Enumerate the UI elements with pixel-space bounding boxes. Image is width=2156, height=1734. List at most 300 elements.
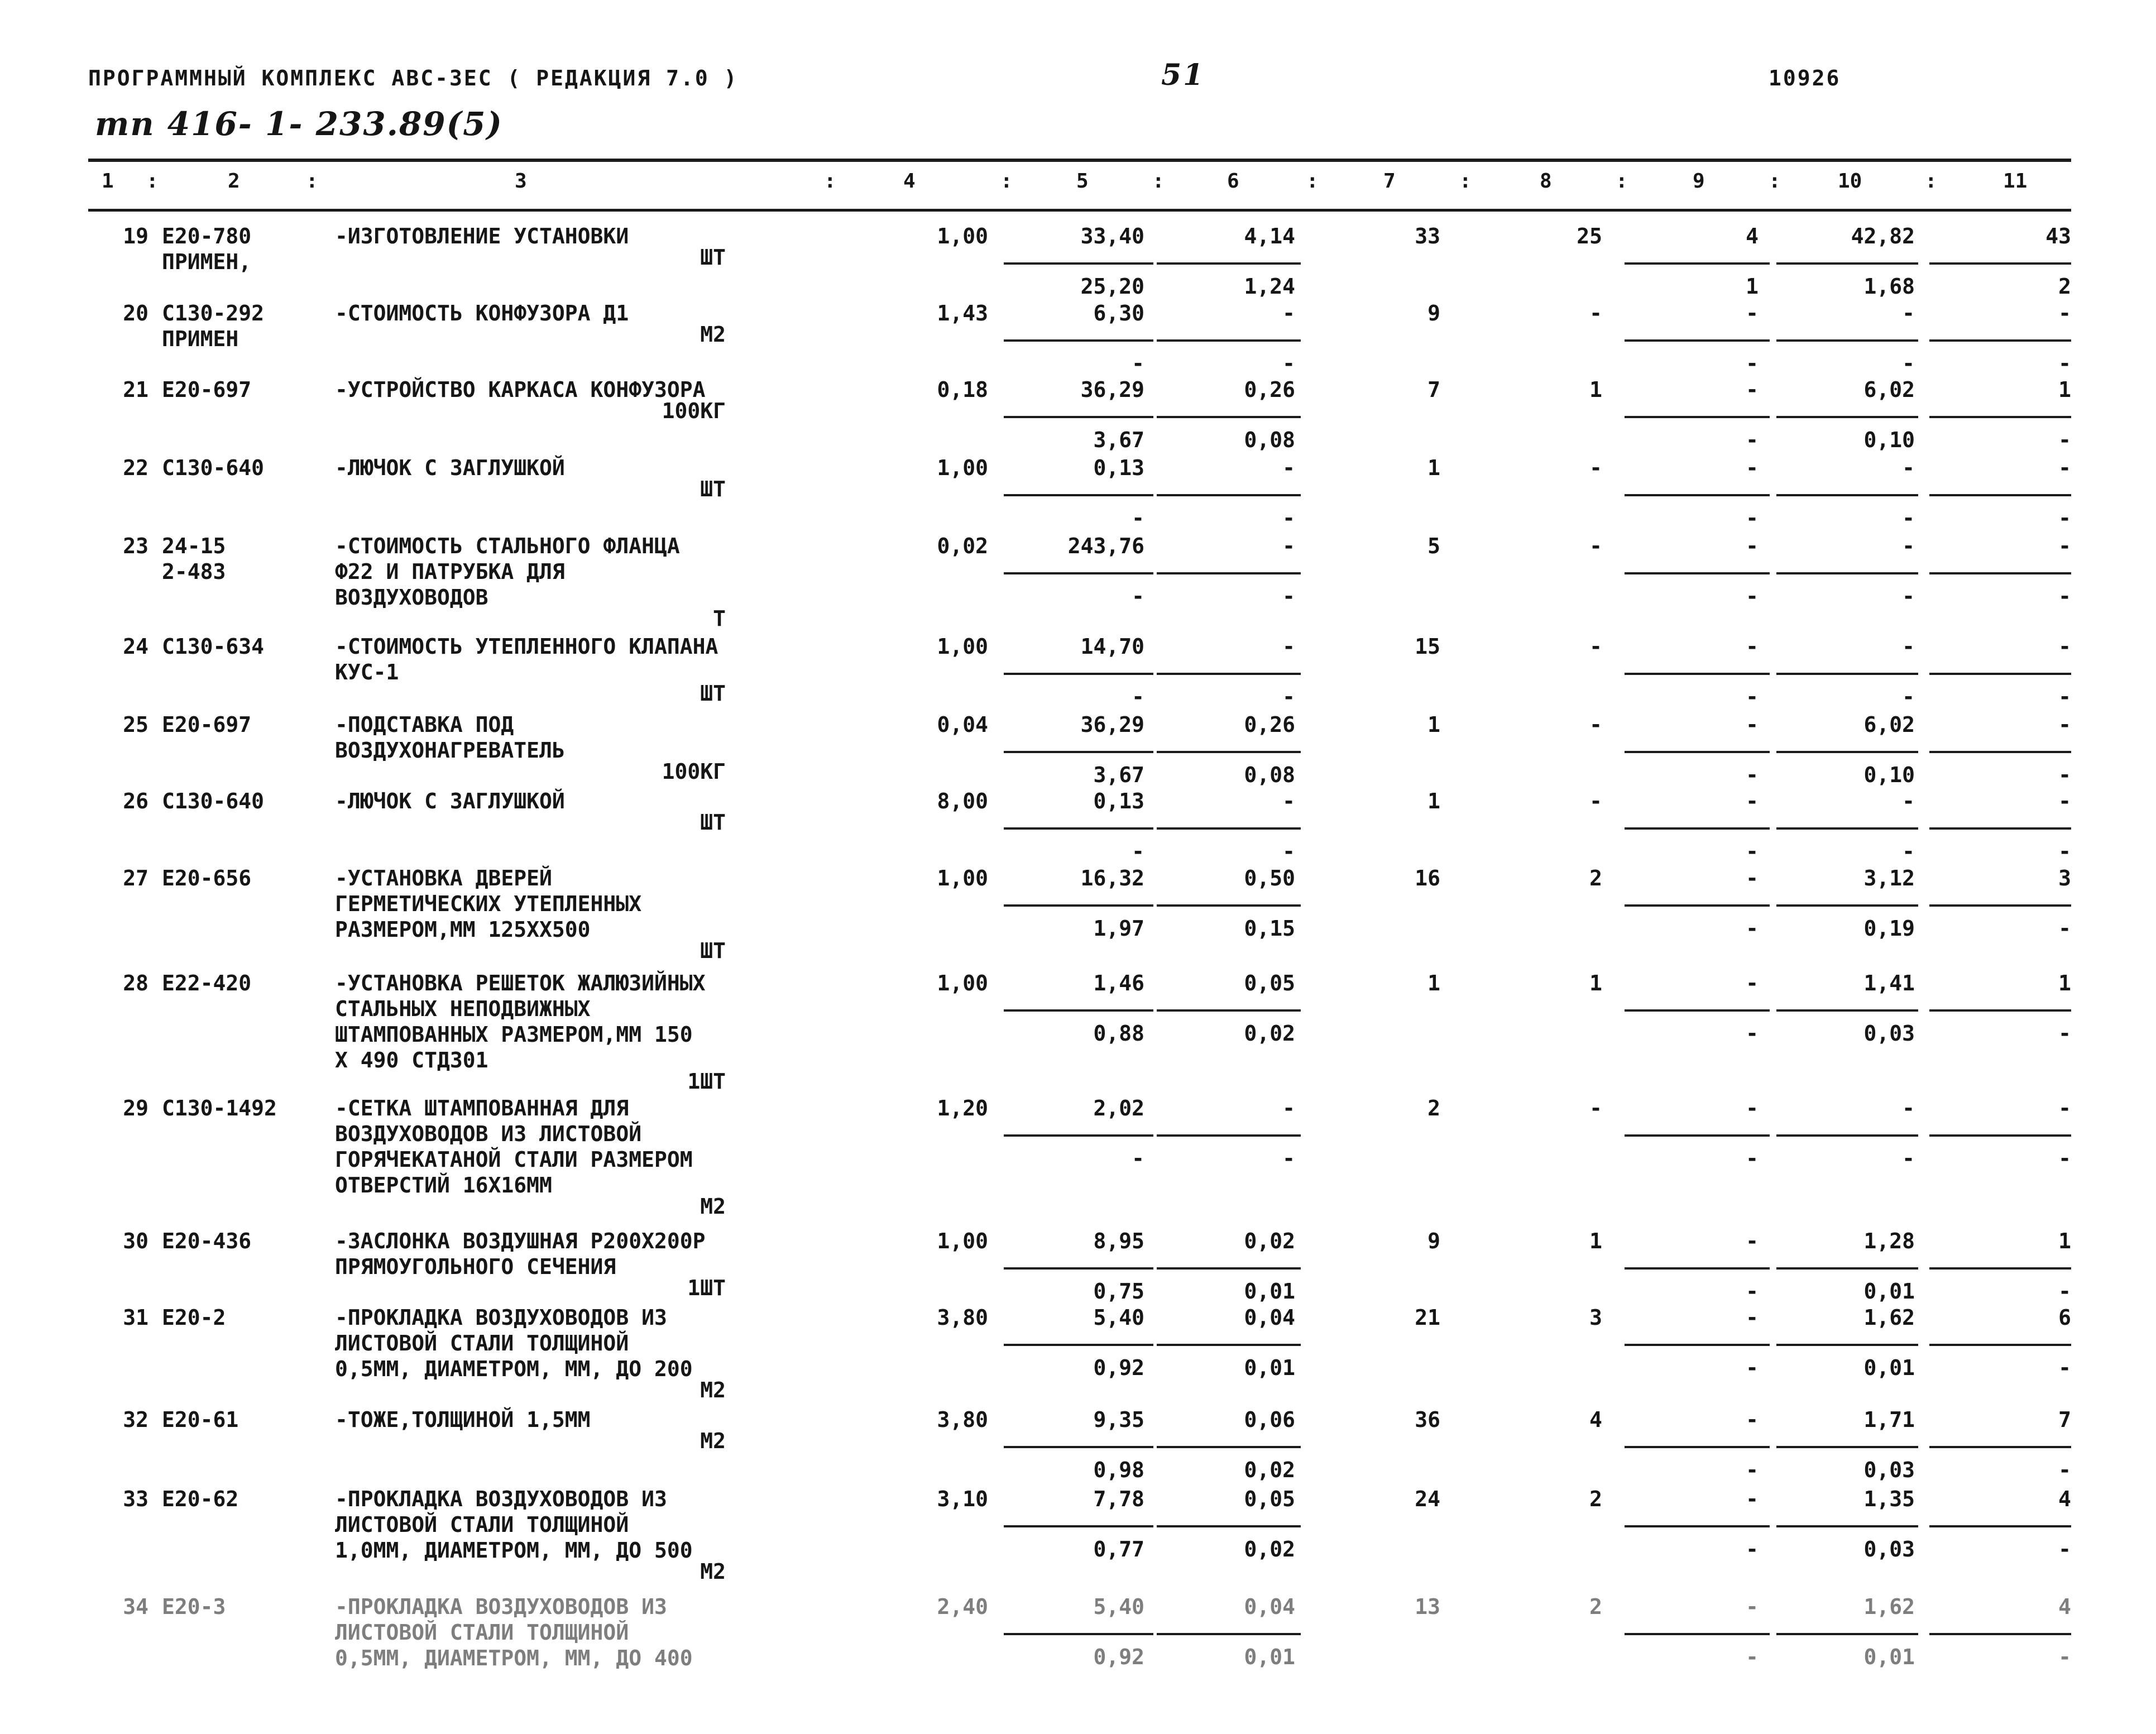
cell-rule bbox=[1625, 1525, 1770, 1527]
cell-sub-c9: 1 bbox=[1746, 274, 1759, 299]
col-separator: : bbox=[306, 170, 318, 193]
cell-code: Е20-2 bbox=[162, 1305, 226, 1330]
cell-desc: ШТАМПОВАННЫХ РАЗМЕРОМ,ММ 150 bbox=[335, 1022, 693, 1047]
cell-c8: - bbox=[1589, 789, 1602, 813]
cell-c11: - bbox=[2058, 712, 2071, 737]
cell-c7: 5 bbox=[1427, 534, 1440, 558]
cell-code: С130-640 bbox=[162, 456, 265, 480]
cell-rule bbox=[1776, 1525, 1918, 1527]
cell-unit: М2 bbox=[700, 1378, 726, 1402]
cell-code: Е20-780 bbox=[162, 224, 252, 248]
cell-c10: 1,62 bbox=[1863, 1594, 1915, 1619]
cell-rule bbox=[1004, 904, 1153, 907]
cell-rule bbox=[1625, 1446, 1770, 1448]
cell-rule bbox=[1157, 1009, 1301, 1012]
cell-c11: 6 bbox=[2058, 1305, 2071, 1330]
cell-desc: -СТОИМОСТЬ СТАЛЬНОГО ФЛАНЦА bbox=[335, 534, 680, 558]
cell-desc: -ПРОКЛАДКА ВОЗДУХОВОДОВ ИЗ bbox=[335, 1487, 667, 1511]
cell-c9: - bbox=[1746, 1487, 1759, 1511]
cell-desc: -УСТАНОВКА ДВЕРЕЙ bbox=[335, 866, 552, 890]
cell-rule bbox=[1004, 1446, 1153, 1448]
col-number: 3 bbox=[515, 170, 527, 193]
cell-unit: 1ШТ bbox=[687, 1276, 726, 1300]
cell-c5: 16,32 bbox=[1080, 866, 1144, 890]
cell-c8: 2 bbox=[1589, 866, 1602, 890]
cell-c7: 1 bbox=[1427, 712, 1440, 737]
cell-sub-c5: 25,20 bbox=[1080, 274, 1144, 299]
cell-sub-c5: - bbox=[1132, 684, 1144, 709]
cell-sub-c5: 1,97 bbox=[1093, 916, 1144, 941]
cell-sub-c5: - bbox=[1132, 506, 1144, 530]
cell-rule bbox=[1004, 827, 1153, 830]
cell-c9: - bbox=[1746, 712, 1759, 737]
cell-rule bbox=[1625, 1009, 1770, 1012]
cell-sub-c11: - bbox=[2058, 428, 2071, 452]
cell-rule bbox=[1929, 1009, 2071, 1012]
cell-c6: - bbox=[1282, 634, 1295, 659]
cell-rule bbox=[1004, 339, 1153, 342]
cell-sub-c5: - bbox=[1132, 351, 1144, 376]
cell-rule bbox=[1776, 1633, 1918, 1635]
cell-sub-c11: - bbox=[2058, 1355, 2071, 1380]
col-separator: : bbox=[824, 170, 836, 193]
cell-c5: 5,40 bbox=[1093, 1305, 1144, 1330]
cell-c6: - bbox=[1282, 1096, 1295, 1120]
cell-c11: 1 bbox=[2058, 377, 2071, 402]
cell-rule bbox=[1625, 494, 1770, 496]
cell-desc: КУС-1 bbox=[335, 660, 399, 684]
cell-code: 2-483 bbox=[162, 559, 226, 584]
cell-c7: 21 bbox=[1415, 1305, 1440, 1330]
cell-rule bbox=[1004, 1525, 1153, 1527]
cell-n: 32 bbox=[123, 1407, 148, 1432]
cell-c11: - bbox=[2058, 634, 2071, 659]
cell-c5: 9,35 bbox=[1093, 1407, 1144, 1432]
cell-c11: - bbox=[2058, 1096, 2071, 1120]
cell-c8: - bbox=[1589, 456, 1602, 480]
cell-desc: -ЛЮЧОК С ЗАГЛУШКОЙ bbox=[335, 789, 565, 813]
cell-c10: 6,02 bbox=[1863, 712, 1915, 737]
cell-qty: 2,40 bbox=[937, 1594, 988, 1619]
cell-n: 22 bbox=[123, 456, 148, 480]
cell-sub-c11: - bbox=[2058, 1537, 2071, 1561]
cell-qty: 0,02 bbox=[937, 534, 988, 558]
cell-code: Е20-656 bbox=[162, 866, 252, 890]
cell-rule bbox=[1929, 1344, 2071, 1346]
cell-c9: - bbox=[1746, 1229, 1759, 1253]
cell-c7: 16 bbox=[1415, 866, 1440, 890]
header-program: ПРОГРАММНЫЙ КОМПЛЕКС АВС-3ЕС ( РЕДАКЦИЯ 7.0 ) bbox=[88, 66, 739, 90]
cell-c9: - bbox=[1746, 634, 1759, 659]
cell-sub-c6: - bbox=[1282, 506, 1295, 530]
cell-c8: 3 bbox=[1589, 1305, 1602, 1330]
cell-sub-c9: - bbox=[1746, 1279, 1759, 1304]
cell-sub-c11: - bbox=[2058, 351, 2071, 376]
cell-rule bbox=[1625, 1267, 1770, 1270]
cell-desc: Х 490 СТД301 bbox=[335, 1048, 488, 1072]
cell-c8: - bbox=[1589, 1096, 1602, 1120]
cell-sub-c10: 0,03 bbox=[1863, 1458, 1915, 1482]
cell-rule bbox=[1157, 1525, 1301, 1527]
cell-unit: Т bbox=[713, 606, 726, 631]
cell-sub-c10: 0,01 bbox=[1863, 1645, 1915, 1669]
cell-c11: 3 bbox=[2058, 866, 2071, 890]
cell-code: ПРИМЕН, bbox=[162, 250, 252, 274]
cell-desc: -ТОЖЕ,ТОЛЩИНОЙ 1,5ММ bbox=[335, 1407, 591, 1432]
cell-rule bbox=[1625, 1633, 1770, 1635]
cell-rule bbox=[1776, 1134, 1918, 1137]
cell-desc: СТАЛЬНЫХ НЕПОДВИЖНЫХ bbox=[335, 997, 591, 1021]
cell-desc: ЛИСТОВОЙ СТАЛИ ТОЛЩИНОЙ bbox=[335, 1331, 629, 1355]
cell-c11: - bbox=[2058, 301, 2071, 325]
cell-c5: 0,13 bbox=[1093, 456, 1144, 480]
cell-c5: 7,78 bbox=[1093, 1487, 1144, 1511]
cell-n: 28 bbox=[123, 971, 148, 995]
cell-rule bbox=[1157, 262, 1301, 265]
col-number: 6 bbox=[1227, 170, 1239, 193]
cell-rule bbox=[1776, 416, 1918, 418]
cell-sub-c11: - bbox=[2058, 916, 2071, 941]
cell-c11: 1 bbox=[2058, 1229, 2071, 1253]
cell-rule bbox=[1776, 572, 1918, 574]
col-separator: : bbox=[1459, 170, 1472, 193]
cell-sub-c5: 0,75 bbox=[1093, 1279, 1144, 1304]
cell-c7: 9 bbox=[1427, 1229, 1440, 1253]
cell-rule bbox=[1004, 751, 1153, 753]
cell-desc: -ПРОКЛАДКА ВОЗДУХОВОДОВ ИЗ bbox=[335, 1594, 667, 1619]
cell-desc: РАЗМЕРОМ,ММ 125ХХ500 bbox=[335, 917, 591, 942]
cell-c7: 1 bbox=[1427, 456, 1440, 480]
cell-sub-c9: - bbox=[1746, 506, 1759, 530]
cell-sub-c6: - bbox=[1282, 584, 1295, 609]
cell-unit: М2 bbox=[700, 1429, 726, 1453]
cell-c7: 1 bbox=[1427, 789, 1440, 813]
cell-code: ПРИМЕН bbox=[162, 327, 239, 351]
cell-c9: - bbox=[1746, 301, 1759, 325]
cell-sub-c11: - bbox=[2058, 1146, 2071, 1171]
cell-sub-c10: 0,03 bbox=[1863, 1021, 1915, 1046]
cell-rule bbox=[1157, 416, 1301, 418]
cell-sub-c6: 0,02 bbox=[1244, 1537, 1295, 1561]
cell-sub-c11: - bbox=[2058, 839, 2071, 864]
cell-c10: 6,02 bbox=[1863, 377, 1915, 402]
cell-sub-c10: 0,03 bbox=[1863, 1537, 1915, 1561]
cell-sub-c10: - bbox=[1902, 506, 1915, 530]
cell-c9: - bbox=[1746, 1096, 1759, 1120]
cell-desc: -УСТРОЙСТВО КАРКАСА КОНФУЗОРА bbox=[335, 377, 706, 402]
cell-c9: - bbox=[1746, 456, 1759, 480]
col-number: 10 bbox=[1838, 170, 1862, 193]
col-number: 2 bbox=[228, 170, 240, 193]
cell-rule bbox=[1625, 904, 1770, 907]
cell-unit: М2 bbox=[700, 322, 726, 347]
cell-c10: 1,35 bbox=[1863, 1487, 1915, 1511]
cell-c7: 36 bbox=[1415, 1407, 1440, 1432]
col-number: 8 bbox=[1540, 170, 1552, 193]
cell-n: 25 bbox=[123, 712, 148, 737]
cell-rule bbox=[1929, 1267, 2071, 1270]
cell-rule bbox=[1929, 827, 2071, 830]
cell-c8: 2 bbox=[1589, 1487, 1602, 1511]
cell-rule bbox=[1625, 339, 1770, 342]
cell-unit: ШТ bbox=[700, 681, 726, 706]
cell-code: Е20-61 bbox=[162, 1407, 239, 1432]
cell-c7: 33 bbox=[1415, 224, 1440, 248]
cell-rule bbox=[1004, 1633, 1153, 1635]
cell-code: Е22-420 bbox=[162, 971, 252, 995]
cell-c6: 0,50 bbox=[1244, 866, 1295, 890]
cell-unit: 100КГ bbox=[662, 759, 726, 784]
cell-c7: 2 bbox=[1427, 1096, 1440, 1120]
cell-sub-c10: 0,10 bbox=[1863, 763, 1915, 787]
col-separator: : bbox=[1306, 170, 1319, 193]
cell-n: 19 bbox=[123, 224, 148, 248]
cell-c5: 6,30 bbox=[1093, 301, 1144, 325]
cell-c6: 4,14 bbox=[1244, 224, 1295, 248]
col-number: 1 bbox=[102, 170, 114, 193]
cell-c10: - bbox=[1902, 456, 1915, 480]
cell-desc: 0,5ММ, ДИАМЕТРОМ, ММ, ДО 400 bbox=[335, 1646, 693, 1670]
cell-rule bbox=[1929, 1525, 2071, 1527]
cell-desc: -СТОИМОСТЬ УТЕПЛЕННОГО КЛАПАНА bbox=[335, 634, 718, 659]
cell-c6: - bbox=[1282, 301, 1295, 325]
cell-desc: ВОЗДУХОВОДОВ ИЗ ЛИСТОВОЙ bbox=[335, 1122, 642, 1146]
cell-n: 23 bbox=[123, 534, 148, 558]
cell-c6: 0,05 bbox=[1244, 971, 1295, 995]
cell-qty: 1,00 bbox=[937, 224, 988, 248]
cell-c6: 0,26 bbox=[1244, 712, 1295, 737]
cell-qty: 1,20 bbox=[937, 1096, 988, 1120]
cell-n: 27 bbox=[123, 866, 148, 890]
cell-c7: 9 bbox=[1427, 301, 1440, 325]
cell-rule bbox=[1929, 1134, 2071, 1137]
cell-desc: 1,0ММ, ДИАМЕТРОМ, ММ, ДО 500 bbox=[335, 1538, 693, 1563]
cell-rule bbox=[1625, 572, 1770, 574]
cell-sub-c9: - bbox=[1746, 584, 1759, 609]
cell-code: Е20-436 bbox=[162, 1229, 252, 1253]
cell-desc: ЛИСТОВОЙ СТАЛИ ТОЛЩИНОЙ bbox=[335, 1620, 629, 1645]
cell-c5: 2,02 bbox=[1093, 1096, 1144, 1120]
cell-unit: ШТ bbox=[700, 810, 726, 835]
cell-rule bbox=[1929, 572, 2071, 574]
cell-rule bbox=[1776, 1446, 1918, 1448]
cell-n: 33 bbox=[123, 1487, 148, 1511]
cell-rule bbox=[1157, 1446, 1301, 1448]
cell-qty: 1,00 bbox=[937, 456, 988, 480]
cell-sub-c9: - bbox=[1746, 1645, 1759, 1669]
cell-sub-c5: 0,92 bbox=[1093, 1355, 1144, 1380]
cell-rule bbox=[1004, 1134, 1153, 1137]
cell-qty: 1,43 bbox=[937, 301, 988, 325]
cell-rule bbox=[1776, 904, 1918, 907]
cell-desc: -ЛЮЧОК С ЗАГЛУШКОЙ bbox=[335, 456, 565, 480]
document-code: 10926 bbox=[1769, 66, 1841, 90]
cell-qty: 3,80 bbox=[937, 1407, 988, 1432]
cell-n: 21 bbox=[123, 377, 148, 402]
col-number: 9 bbox=[1693, 170, 1705, 193]
cell-code: С130-292 bbox=[162, 301, 265, 325]
cell-c6: - bbox=[1282, 534, 1295, 558]
cell-c6: - bbox=[1282, 789, 1295, 813]
cell-rule bbox=[1004, 1344, 1153, 1346]
cell-rule bbox=[1625, 751, 1770, 753]
cell-rule bbox=[1157, 572, 1301, 574]
cell-unit: ШТ bbox=[700, 938, 726, 963]
cell-c9: - bbox=[1746, 1407, 1759, 1432]
cell-desc: -СЕТКА ШТАМПОВАННАЯ ДЛЯ bbox=[335, 1096, 629, 1120]
cell-rule bbox=[1004, 1267, 1153, 1270]
cell-n: 34 bbox=[123, 1594, 148, 1619]
cell-sub-c11: - bbox=[2058, 1279, 2071, 1304]
cell-sub-c6: 0,08 bbox=[1244, 428, 1295, 452]
cell-sub-c6: 0,02 bbox=[1244, 1021, 1295, 1046]
col-number: 7 bbox=[1383, 170, 1396, 193]
cell-c9: - bbox=[1746, 534, 1759, 558]
cell-desc: ОТВЕРСТИЙ 16Х16ММ bbox=[335, 1173, 552, 1197]
cell-rule bbox=[1776, 1267, 1918, 1270]
cell-sub-c11: - bbox=[2058, 506, 2071, 530]
cell-sub-c5: 0,98 bbox=[1093, 1458, 1144, 1482]
cell-rule bbox=[1004, 262, 1153, 265]
cell-desc: 0,5ММ, ДИАМЕТРОМ, ММ, ДО 200 bbox=[335, 1357, 693, 1381]
cell-rule bbox=[1157, 904, 1301, 907]
cell-c5: 8,95 bbox=[1093, 1229, 1144, 1253]
cell-rule bbox=[1776, 1009, 1918, 1012]
cell-c11: 1 bbox=[2058, 971, 2071, 995]
cell-desc: -ЗАСЛОНКА ВОЗДУШНАЯ Р200Х200Р bbox=[335, 1229, 706, 1253]
cell-sub-c6: 0,08 bbox=[1244, 763, 1295, 787]
cell-c8: 2 bbox=[1589, 1594, 1602, 1619]
cell-rule bbox=[1157, 751, 1301, 753]
cell-desc: ГЕРМЕТИЧЕСКИХ УТЕПЛЕННЫХ bbox=[335, 892, 642, 916]
cell-rule bbox=[1776, 494, 1918, 496]
cell-qty: 1,00 bbox=[937, 866, 988, 890]
cell-rule bbox=[1625, 673, 1770, 675]
cell-qty: 1,00 bbox=[937, 634, 988, 659]
cell-sub-c6: - bbox=[1282, 1146, 1295, 1171]
cell-desc: -СТОИМОСТЬ КОНФУЗОРА Д1 bbox=[335, 301, 629, 325]
cell-desc: ГОРЯЧЕКАТАНОЙ СТАЛИ РАЗМЕРОМ bbox=[335, 1147, 693, 1172]
cell-n: 31 bbox=[123, 1305, 148, 1330]
cell-sub-c9: - bbox=[1746, 684, 1759, 709]
doc-reference: тп 416- 1- 233.89(5) bbox=[95, 105, 503, 143]
cell-code: С130-1492 bbox=[162, 1096, 277, 1120]
cell-c8: 1 bbox=[1589, 971, 1602, 995]
cell-sub-c9: - bbox=[1746, 428, 1759, 452]
cell-rule bbox=[1625, 262, 1770, 265]
cell-sub-c9: - bbox=[1746, 1537, 1759, 1561]
cell-sub-c6: 0,01 bbox=[1244, 1279, 1295, 1304]
cell-c8: 1 bbox=[1589, 377, 1602, 402]
cell-c10: 3,12 bbox=[1863, 866, 1915, 890]
cell-sub-c6: 0,01 bbox=[1244, 1645, 1295, 1669]
cell-desc: ПРЯМОУГОЛЬНОГО СЕЧЕНИЯ bbox=[335, 1254, 616, 1279]
cell-c7: 1 bbox=[1427, 971, 1440, 995]
cell-c7: 24 bbox=[1415, 1487, 1440, 1511]
cell-rule bbox=[1157, 1267, 1301, 1270]
cell-rule bbox=[1157, 673, 1301, 675]
cell-c11: 4 bbox=[2058, 1487, 2071, 1511]
cell-sub-c5: - bbox=[1132, 1146, 1144, 1171]
cell-code: С130-640 bbox=[162, 789, 265, 813]
cell-sub-c5: 0,88 bbox=[1093, 1021, 1144, 1046]
cell-sub-c5: 0,77 bbox=[1093, 1537, 1144, 1561]
cell-c8: 1 bbox=[1589, 1229, 1602, 1253]
cell-sub-c10: 0,19 bbox=[1863, 916, 1915, 941]
col-separator: : bbox=[1000, 170, 1013, 193]
cell-c7: 15 bbox=[1415, 634, 1440, 659]
cell-sub-c5: - bbox=[1132, 839, 1144, 864]
cell-c5: 0,13 bbox=[1093, 789, 1144, 813]
col-number: 11 bbox=[2003, 170, 2028, 193]
cell-c7: 13 bbox=[1415, 1594, 1440, 1619]
cell-qty: 0,04 bbox=[937, 712, 988, 737]
cell-rule bbox=[1625, 416, 1770, 418]
cell-c11: - bbox=[2058, 789, 2071, 813]
cell-desc: -УСТАНОВКА РЕШЕТОК ЖАЛЮЗИЙНЫХ bbox=[335, 971, 706, 995]
cell-c8: 4 bbox=[1589, 1407, 1602, 1432]
cell-sub-c10: - bbox=[1902, 584, 1915, 609]
cell-rule bbox=[1157, 339, 1301, 342]
cell-c5: 1,46 bbox=[1093, 971, 1144, 995]
cell-c5: 36,29 bbox=[1080, 377, 1144, 402]
col-separator: : bbox=[146, 170, 159, 193]
cell-rule bbox=[1776, 262, 1918, 265]
cell-sub-c5: 3,67 bbox=[1093, 763, 1144, 787]
cell-code: Е20-62 bbox=[162, 1487, 239, 1511]
cell-rule bbox=[1929, 339, 2071, 342]
cell-c10: - bbox=[1902, 789, 1915, 813]
cell-rule bbox=[1157, 827, 1301, 830]
cell-rule bbox=[1929, 416, 2071, 418]
col-number: 5 bbox=[1076, 170, 1089, 193]
cell-sub-c6: 0,02 bbox=[1244, 1458, 1295, 1482]
cell-c8: - bbox=[1589, 534, 1602, 558]
cell-c5: 14,70 bbox=[1080, 634, 1144, 659]
cell-c6: 0,05 bbox=[1244, 1487, 1295, 1511]
cell-sub-c9: - bbox=[1746, 351, 1759, 376]
cell-rule bbox=[1004, 1009, 1153, 1012]
cell-desc: ЛИСТОВОЙ СТАЛИ ТОЛЩИНОЙ bbox=[335, 1512, 629, 1537]
cell-c6: 0,04 bbox=[1244, 1594, 1295, 1619]
cell-rule bbox=[1776, 751, 1918, 753]
cell-desc: -ПРОКЛАДКА ВОЗДУХОВОДОВ ИЗ bbox=[335, 1305, 667, 1330]
cell-sub-c10: - bbox=[1902, 839, 1915, 864]
cell-c11: 43 bbox=[2045, 224, 2071, 248]
cell-unit: ШТ bbox=[700, 477, 726, 501]
cell-unit: М2 bbox=[700, 1194, 726, 1219]
cell-c9: - bbox=[1746, 866, 1759, 890]
cell-sub-c9: - bbox=[1746, 1458, 1759, 1482]
cell-unit: М2 bbox=[700, 1559, 726, 1584]
cell-sub-c6: 0,01 bbox=[1244, 1355, 1295, 1380]
cell-code: С130-634 bbox=[162, 634, 265, 659]
cell-c8: 25 bbox=[1577, 224, 1602, 248]
cell-sub-c10: 0,01 bbox=[1863, 1279, 1915, 1304]
col-separator: : bbox=[1152, 170, 1165, 193]
cell-desc: -ИЗГОТОВЛЕНИЕ УСТАНОВКИ bbox=[335, 224, 629, 248]
cell-c9: - bbox=[1746, 971, 1759, 995]
cell-sub-c10: 0,10 bbox=[1863, 428, 1915, 452]
cell-code: Е20-697 bbox=[162, 712, 252, 737]
cell-sub-c5: 3,67 bbox=[1093, 428, 1144, 452]
cell-rule bbox=[1929, 1633, 2071, 1635]
cell-c10: - bbox=[1902, 301, 1915, 325]
cell-c9: - bbox=[1746, 1305, 1759, 1330]
cell-sub-c11: - bbox=[2058, 584, 2071, 609]
cell-sub-c6: - bbox=[1282, 351, 1295, 376]
cell-rule bbox=[1776, 673, 1918, 675]
